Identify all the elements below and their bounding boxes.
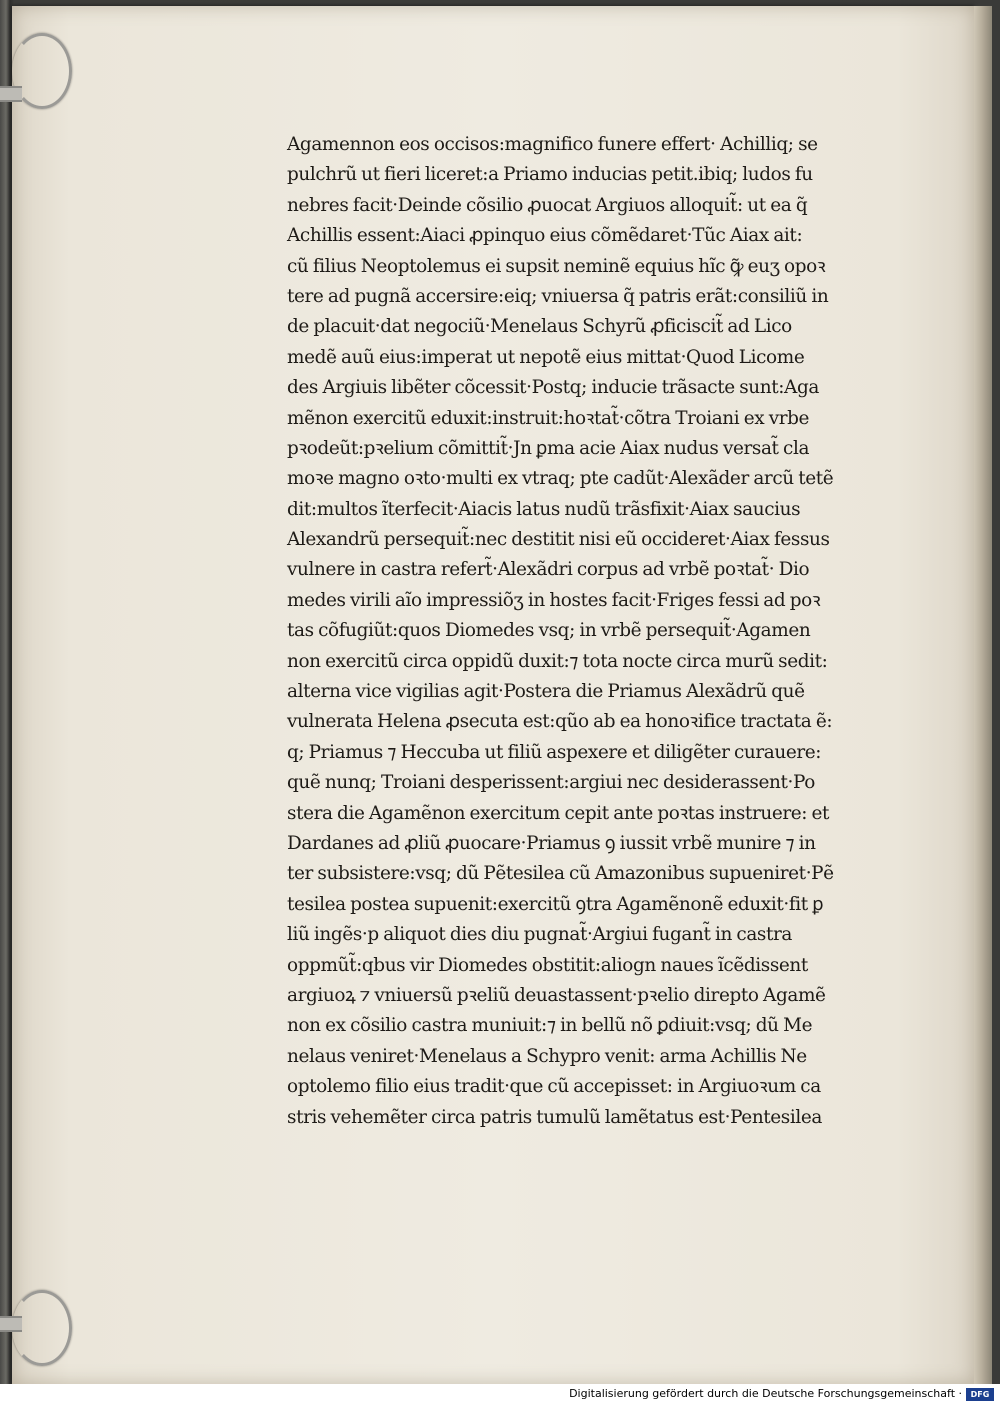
footer-bar bbox=[0, 1384, 1000, 1405]
text-line: Dardanes ad ꝓliũ ꝓuocare·Priamus ꝯ iussit vrbẽ munire ⁊ in bbox=[287, 832, 816, 854]
text-line: Agamennon eos occisos:magnifico funere effert· Achilliq; se bbox=[287, 134, 818, 155]
text-line: nebres facit·Deinde cõsilio ꝓuocat Argiuos alloquit̃: ut ea q̃ bbox=[287, 194, 808, 216]
text-line: liũ ingẽs·p aliquot dies diu pugnat̃·Argiui fugant̃ in castra bbox=[287, 924, 793, 946]
text-line: medẽ auũ eius:imperat ut nepotẽ eius mittat·Quod Licome bbox=[287, 346, 805, 368]
text-line: non exercitũ circa oppidũ duxit:⁊ tota nocte circa murũ sedit: bbox=[287, 650, 828, 672]
text-line: tas cõfugiũt:quos Diomedes vsq; in vrbẽ persequit̃·Agamen bbox=[287, 620, 811, 642]
text-block bbox=[287, 130, 867, 1133]
text-line: tesilea postea supuenit:exercitũ ꝯtra Agamẽnonẽ eduxit·fit ꝑ bbox=[287, 893, 824, 915]
text-line: ter subsistere:vsq; dũ Pẽtesilea cũ Amazonibus supueniret·Pẽ bbox=[287, 863, 834, 885]
text-line: quẽ nunq; Troiani desperissent:argiui nec desiderassent·Po bbox=[287, 772, 815, 794]
text-line: q; Priamus ⁊ Heccuba ut filiũ aspexere et diligẽter curauere: bbox=[287, 741, 822, 763]
footer-credit: Digitalisierung gefördert durch die Deutsche Forschungsgemeinschaft · bbox=[569, 1387, 962, 1400]
binder-clip-bottom bbox=[0, 1316, 22, 1332]
text-line: dit:multos ĩterfecit·Aiacis latus nudũ trãsfixit·Aiax saucius bbox=[287, 498, 801, 520]
text-line: vulnere in castra refert̃·Alexãdri corpus ad vrbẽ poꝛtat̃· Dio bbox=[287, 559, 810, 581]
text-line: argiuoꝝ ⁊ vniuersũ pꝛeliũ deuastassent·pꝛelio direpto Agamẽ bbox=[287, 984, 826, 1006]
text-line: pꝛodeũt:pꝛelium cõmittit̃·Jn ꝑma acie Aiax nudus versat̃ cla bbox=[287, 437, 810, 459]
text-line: mẽnon exercitũ eduxit:instruit:hoꝛtat̃·cõtra Troiani ex vrbe bbox=[287, 407, 810, 429]
text-line: Alexandrũ persequit̃:nec destitit nisi eũ occideret·Aiax fessus bbox=[287, 529, 830, 551]
text-line: moꝛe magno oꝛto·multi ex vtraq; pte cadũt·Alexãder arcũ tetẽ bbox=[287, 468, 834, 490]
binder-clip-top bbox=[0, 86, 22, 102]
text-line: vulnerata Helena ꝓsecuta est:qũo ab ea honoꝛifice tractata ẽ: bbox=[287, 711, 833, 733]
text-line: nelaus veniret·Menelaus a Schypro venit: arma Achillis Ne bbox=[287, 1045, 807, 1067]
text-line: cũ filius Neoptolemus ei supsit neminẽ equius hĩc ꝙ̃ euʒ opoꝛ bbox=[287, 255, 826, 277]
text-line: des Argiuis libẽter cõcessit·Postq; inducie trãsacte sunt:Aga bbox=[287, 377, 819, 399]
dfg-logo: DFG bbox=[966, 1388, 994, 1401]
text-line: Achillis essent:Aiaci ꝓpinquo eius cõmẽdaret·Tũc Aiax ait: bbox=[287, 225, 803, 247]
text-line: oppmũt̃:qbus vir Diomedes obstitit:aliogn naues ĩcẽdissent bbox=[287, 954, 808, 976]
text-line: alterna vice vigilias agit·Postera die Priamus Alexãdrũ quẽ bbox=[287, 681, 805, 703]
text-line: de placuit·dat negociũ·Menelaus Schyrũ ꝓficiscit̃ ad Lico bbox=[287, 316, 792, 338]
page-edge bbox=[974, 6, 992, 1384]
text-line: stera die Agamẽnon exercitum cepit ante poꝛtas instruere: et bbox=[287, 802, 830, 824]
text-line: pulchrũ ut fieri liceret:a Priamo inducias petit.ibiq; ludos fu bbox=[287, 164, 813, 186]
text-line: tere ad pugnã accersire:eiq; vniuersa q̃ patris erãt:consiliũ in bbox=[287, 285, 829, 307]
text-line: medes virili aĩo impressiõʒ in hostes facit·Friges fessi ad poꝛ bbox=[287, 589, 821, 611]
text-line: non ex cõsilio castra muniuit:⁊ in bellũ nõ ꝑdiuit:vsq; dũ Me bbox=[287, 1015, 813, 1037]
text-line: stris vehemẽter circa patris tumulũ lamẽtatus est·Pentesilea bbox=[287, 1106, 822, 1128]
text-line: optolemo filio eius tradit·que cũ accepisset: in Argiuoꝛum ca bbox=[287, 1076, 821, 1098]
